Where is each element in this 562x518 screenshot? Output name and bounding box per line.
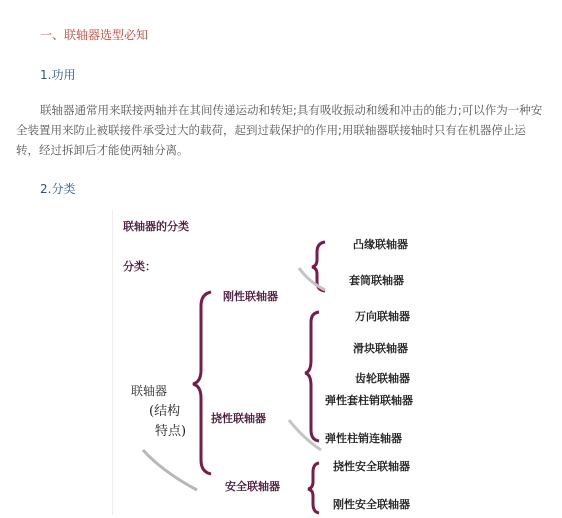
- item-safety-2: 刚性安全联轴器: [333, 498, 410, 511]
- section1-title: 1.功用: [40, 68, 76, 82]
- item-flexible-2: 滑块联轴器: [353, 342, 408, 355]
- group-rigid: 刚性联轴器: [223, 290, 278, 303]
- item-flexible-5: 弹性柱销连轴器: [325, 432, 402, 445]
- root-note-line2: 特点): [155, 424, 187, 439]
- item-flexible-1: 万向联轴器: [355, 310, 410, 323]
- section2-title: 2.分类: [40, 182, 76, 196]
- item-rigid-2: 套筒联轴器: [349, 274, 404, 287]
- item-safety-1: 挠性安全联轴器: [333, 460, 410, 473]
- figure-title: 联轴器的分类: [123, 220, 189, 233]
- root-note-line1: (结构: [149, 404, 181, 419]
- item-flexible-3: 齿轮联轴器: [355, 372, 410, 385]
- classification-figure: [112, 210, 453, 515]
- item-rigid-1: 凸缘联轴器: [353, 238, 408, 251]
- figure-label: 分类：: [123, 260, 156, 273]
- group-safety: 安全联轴器: [225, 480, 280, 493]
- section-heading: 一、联轴器选型必知: [40, 28, 149, 42]
- root-label: 联轴器: [131, 384, 168, 398]
- function-paragraph: 联轴器通常用来联接两轴并在其间传递运动和转矩;具有吸收振动和缓和冲击的能力;可以作为一种安全装置用来防止被联接件承受过大的载荷，起到过载保护的作用;用联轴器联接轴时只有在机器停止运转，经过拆卸后才能使两轴分离。: [16, 103, 543, 157]
- item-flexible-4: 弹性套柱销联轴器: [325, 394, 413, 407]
- group-flexible: 挠性联轴器: [211, 412, 266, 425]
